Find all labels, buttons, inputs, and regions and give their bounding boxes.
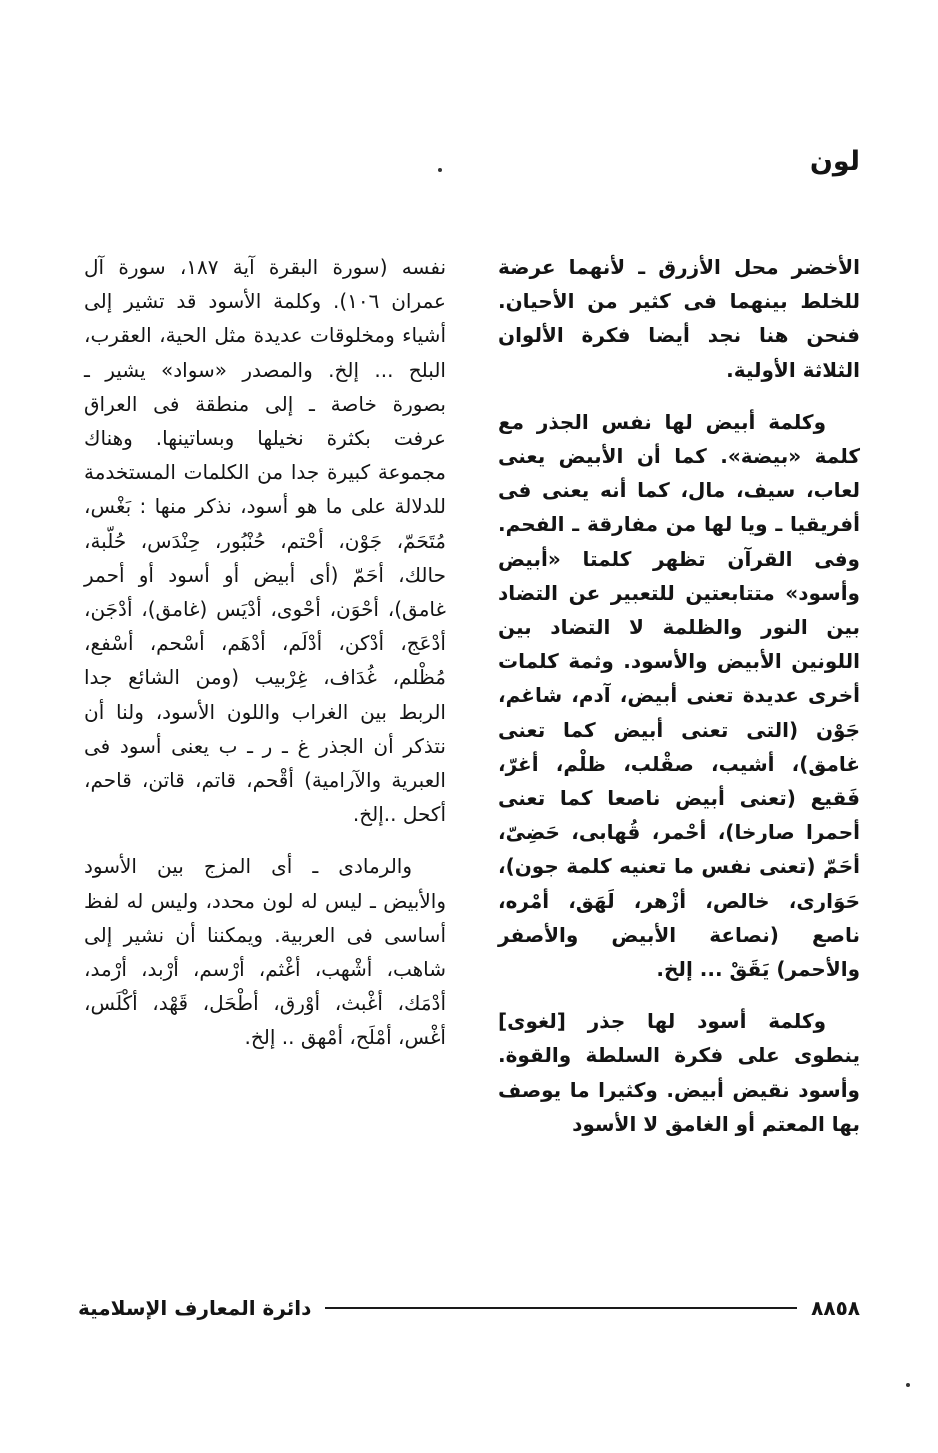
page-footer — [78, 1296, 860, 1320]
paragraph: وكلمة أسود لها جذر [لغوى] ينطوى على فكرة السلطة والقوة. وأسود نقيض أبيض. وكثيرا ما يوصف بها المعتم أو الغامق لا الأسود — [498, 1009, 860, 1136]
scan-speck — [438, 168, 442, 172]
footer-rule — [325, 1307, 797, 1309]
paragraph: نفسه (سورة البقرة آية ١٨٧، سورة آل عمران ١٠٦). وكلمة الأسود قد تشير إلى أشياء ومخلوقات عديدة مثل الحية، العقرب، البلح ... إلخ. والمصدر «سواد» يشير ـ بصورة خاصة ـ إلى منطقة فى العراق عرفت بكثرة نخيلها وبساتينها. وهناك مجموعة كبيرة جدا من الكلمات المستخدمة للدلالة على ما هو أسود، نذكر منها : بَغْس، مُتَحَمّ، جَوْن، أحْتم، حُنْبُور، حِنْدَس، حُلّبة، حالك، أحَمّ (أى أبيض أو أسود أو أحمر غامق)، أحْوَن، أحْوى، أدْيَس (غامق)، أدْجَن، أدْعَج، أدْكن، أدْلَم، أدْهَم، أسْحم، أسْفع، مُظْلم، غُدَاف، غِرْبيب (ومن الشائع جدا الربط بين الغراب واللون الأسود، ولنا أن نتذكر أن الجذر غ ـ ر ـ ب يعنى أسود فى العبرية والآرامية) أقْحم، قاتم، قاتن، قاحم، أكحل ..إلخ. — [84, 255, 447, 827]
paragraph: وكلمة أبيض لها نفس الجذر مع كلمة «بيضة». كما أن الأبيض يعنى لعاب، سيف، مال، كما أنه يعنى فى أفريقيا ـ ويا لها من مفارقة ـ الفحم. وفى القرآن تظهر كلمتا «أبيض وأسود» متتابعتين للتعبير عن التضاد بين النور والظلمة لا التضاد بين اللونين الأبيض والأسود. وثمة كلمات أخرى عديدة تعنى أبيض، آدم، شاغم، جَوْن (التى تعنى أبيض كما تعنى غامق)، أشيب، صقْلب، ظلْم، أغرّ، فَقيع (تعنى أبيض ناصعا كما تعنى أحمرا صارخا)، أحْمر، قُهابى، حَضِىّ، أحَمّ (تعنى نفس ما تعنيه كلمة جون)، حَوَارى، خالص، أزْهر، لَهَق، أمْره، ناصع (نصاعة الأبيض والأصفر والأحمر) يَقَقْ ... إلخ. — [498, 409, 860, 982]
entry-header: لون — [809, 146, 860, 177]
left-column — [84, 250, 446, 1073]
page-number: ٨٨٥٨ — [811, 1296, 860, 1320]
right-column — [498, 250, 860, 1159]
paragraph: الأخضر محل الأزرق ـ لأنهما عرضة للخلط بينهما فى كثير من الأحيان. فنحن هنا نجد أيضا فكرة الألوان الثلاثة الأولية. — [498, 255, 860, 382]
publication-title: دائرة المعارف الإسلامية — [78, 1296, 312, 1320]
paragraph: والرمادى ـ أى المزج بين الأسود والأبيض ـ ليس له لون محدد، وليس له لفظ أساسى فى العربية. ويمكننا أن نشير إلى شاهب، أشْهب، أغْثم، أرْسم، أرْبد، أرْمد، أدْمَك، أغْبث، أوْرق، أطْحَل، قَهْد، أكْلَس، أغْس، أمْلَح، أمْهق .. إلخ. — [84, 854, 446, 1050]
scan-speck — [906, 1383, 910, 1387]
